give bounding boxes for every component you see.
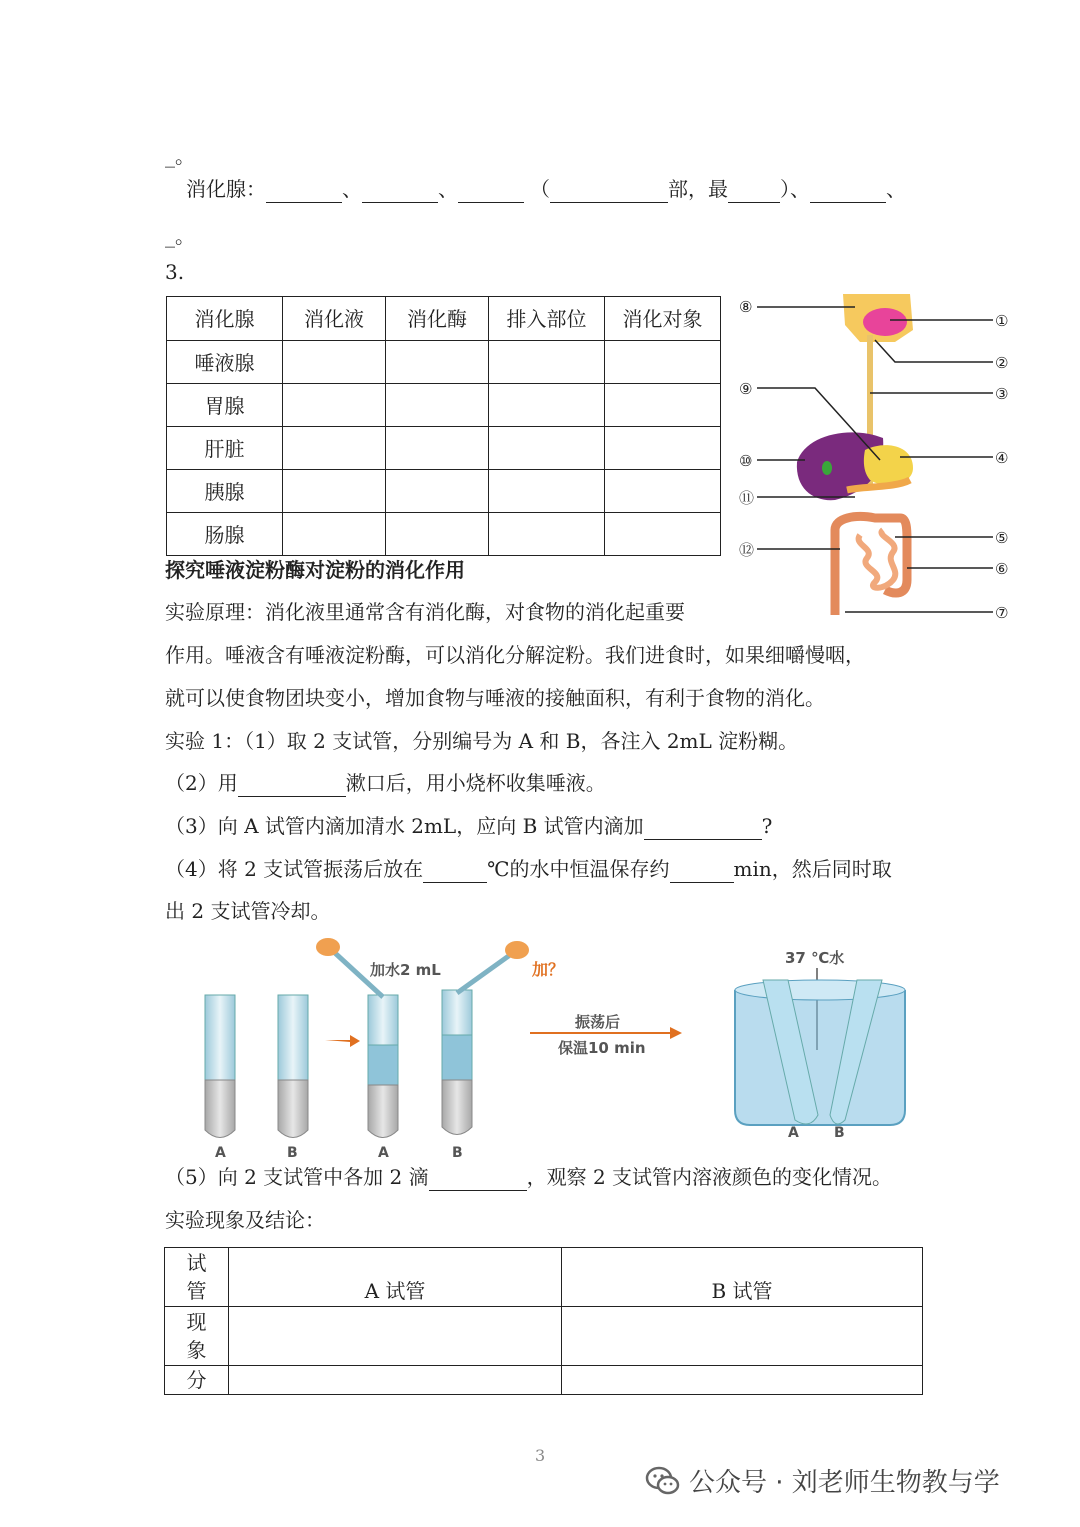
starch-liquid [442,1080,472,1135]
diagram-label: ⑧ [739,298,753,316]
glands-fill-line [186,175,906,203]
row-head-char: 管 [186,1279,207,1303]
table-header: 消化液 [283,297,386,341]
table-cell[interactable] [283,513,386,556]
row-head-char: 现 [186,1310,207,1334]
row-head: 分 [165,1366,229,1395]
experiment-title: 探究唾液淀粉酶对淀粉的消化作用 [165,558,465,582]
diagram-label: ③ [995,385,1009,403]
table-row [167,384,721,427]
table-cell[interactable] [605,513,721,556]
table-cell[interactable] [489,427,605,470]
tube-label: A [788,1125,799,1141]
paren: ）、 [780,177,810,201]
paren: （ [530,177,550,201]
tube-label: A [378,1145,389,1160]
table-cell[interactable] [229,1366,562,1395]
leader-line [875,340,993,362]
table-cell[interactable] [283,384,386,427]
diagram-label: ② [995,354,1009,372]
table-cell[interactable] [229,1307,562,1366]
step-text: （2）用 [165,771,238,795]
table-row [167,341,721,384]
dropper [457,955,510,993]
step-3 [165,812,772,840]
table-row [167,427,721,470]
table-cell[interactable] [605,341,721,384]
dropper-bulb [505,941,529,959]
result-table [164,1247,923,1395]
add-question-label: 加？ [532,960,565,979]
starch-liquid [205,1080,235,1138]
table-cell[interactable] [605,470,721,513]
table-cell[interactable] [386,513,489,556]
test-tube [278,995,308,1080]
blank[interactable] [429,1168,527,1191]
table-cell[interactable] [489,384,605,427]
beaker [735,990,905,1125]
table-cell[interactable] [386,341,489,384]
gland-name: 肠腺 [167,513,283,556]
diagram-label: ⑤ [995,529,1009,547]
step-4 [165,855,892,883]
shake-label: 振荡后 [575,1013,621,1031]
gallbladder-shape [822,461,832,475]
row-head-char: 试 [186,1251,207,1275]
table-cell[interactable] [605,384,721,427]
table-cell[interactable] [283,341,386,384]
col-b-header: B 试管 [562,1248,923,1307]
blank[interactable] [810,180,886,203]
row-head [165,1307,229,1366]
arrow-icon [325,1035,360,1047]
test-tube [368,995,398,1045]
step-4-cont: 出 2 支试管冷却。 [165,899,331,923]
starch-liquid [368,1085,398,1138]
table-header-row [167,297,721,341]
mouth-shape [863,308,907,336]
text-fragment: _。 [165,224,195,248]
diagram-label: ⑪ [739,489,755,507]
table-row [165,1307,923,1366]
diagram-label: ⑦ [995,604,1009,622]
table-cell[interactable] [489,470,605,513]
blank[interactable] [670,860,734,883]
step-text: （4）将 2 支试管振荡后放在 [165,857,424,881]
table-cell[interactable] [562,1307,923,1366]
step-text: ? [761,814,773,838]
diagram-label: ① [995,312,1009,330]
blank[interactable] [458,180,524,203]
gland-name: 胃腺 [167,384,283,427]
diagram-label: ⑫ [739,541,755,559]
step-5 [165,1163,892,1191]
watermark-text: 公众号 · 刘老师生物教与学 [689,1468,1000,1498]
keep-warm-label: 保温10 min [558,1039,646,1057]
table-row [165,1248,923,1307]
watermark [645,1462,1000,1499]
table-header: 消化对象 [605,297,721,341]
diagram-label: ④ [995,449,1009,467]
test-tube [442,990,472,1035]
table-row [165,1366,923,1395]
separator: 、 [342,177,362,201]
water-temp-label: 37 ℃水 [785,949,845,967]
blank[interactable] [550,180,668,203]
principle-line: 就可以使食物团块变小，增加食物与唾液的接触面积，有利于食物的消化。 [165,686,825,710]
blank[interactable] [423,860,487,883]
step-text: （5）向 2 支试管中各加 2 滴 [165,1165,429,1189]
table-row [167,470,721,513]
step-text: ，观察 2 支试管内溶液颜色的变化情况。 [526,1165,893,1189]
experiment-figure [190,935,920,1160]
small-intestine-shape [859,530,896,588]
table-header: 消化腺 [167,297,283,341]
diagram-label: ⑥ [995,560,1009,578]
tube-label: B [834,1125,845,1141]
table-cell[interactable] [386,470,489,513]
diagram-label: ⑩ [739,452,753,470]
separator: 、 [886,177,906,201]
table-cell[interactable] [386,384,489,427]
table-cell[interactable] [562,1366,923,1395]
principle-line: 作用。唾液含有唾液淀粉酶，可以消化分解淀粉。我们进食时，如果细嚼慢咽， [165,643,865,667]
page-number: 3 [535,1446,546,1465]
table-cell[interactable] [489,513,605,556]
table-cell[interactable] [386,427,489,470]
table-header: 排入部位 [489,297,605,341]
starch-liquid [278,1080,308,1138]
question-number: 3. [165,260,185,284]
text-segment: 部，最 [668,177,728,201]
gland-name: 唾液腺 [167,341,283,384]
diagram-label: ⑨ [739,380,753,398]
step-text: min，然后同时取 [733,857,892,881]
principle-line: 实验原理：消化液里通常含有消化酶，对食物的消化起重要 [165,600,685,624]
add-water-label: 加水2 mL [370,961,441,979]
row-head [165,1248,229,1307]
blank[interactable] [728,180,780,203]
tube-label: B [452,1145,463,1160]
col-a-header: A 试管 [229,1248,562,1307]
dropper-bulb [316,938,340,956]
separator: 、 [438,177,458,201]
test-tube [205,995,235,1080]
saliva-layer [442,1035,472,1080]
glands-label: 消化腺： [186,177,266,201]
gland-name: 肝脏 [167,427,283,470]
table-cell[interactable] [605,427,721,470]
water-layer [368,1045,398,1085]
text-fragment: _。 [165,144,195,168]
blank[interactable] [644,817,762,840]
step-text: 漱口后，用小烧杯收集唾液。 [345,771,606,795]
table-cell[interactable] [283,470,386,513]
result-title: 实验现象及结论： [165,1208,325,1232]
table-row [167,513,721,556]
table-cell[interactable] [283,427,386,470]
table-header: 消化酶 [386,297,489,341]
blank[interactable] [238,774,346,797]
glands-table [166,296,721,556]
blank[interactable] [266,180,342,203]
row-head-char: 象 [186,1338,207,1362]
step-2 [165,769,606,797]
wechat-icon [645,1465,681,1497]
tube-label: B [287,1145,298,1160]
tube-label: A [215,1145,226,1160]
table-cell[interactable] [489,341,605,384]
step-1: 实验 1：（1）取 2 支试管，分别编号为 A 和 B，各注入 2mL 淀粉糊。 [165,729,799,753]
blank[interactable] [362,180,438,203]
step-text: ℃的水中恒温保存约 [487,857,670,881]
gland-name: 胰腺 [167,470,283,513]
step-text: （3）向 A 试管内滴加清水 2mL，应向 B 试管内滴加 [165,814,644,838]
digestive-system-diagram [735,290,1025,625]
